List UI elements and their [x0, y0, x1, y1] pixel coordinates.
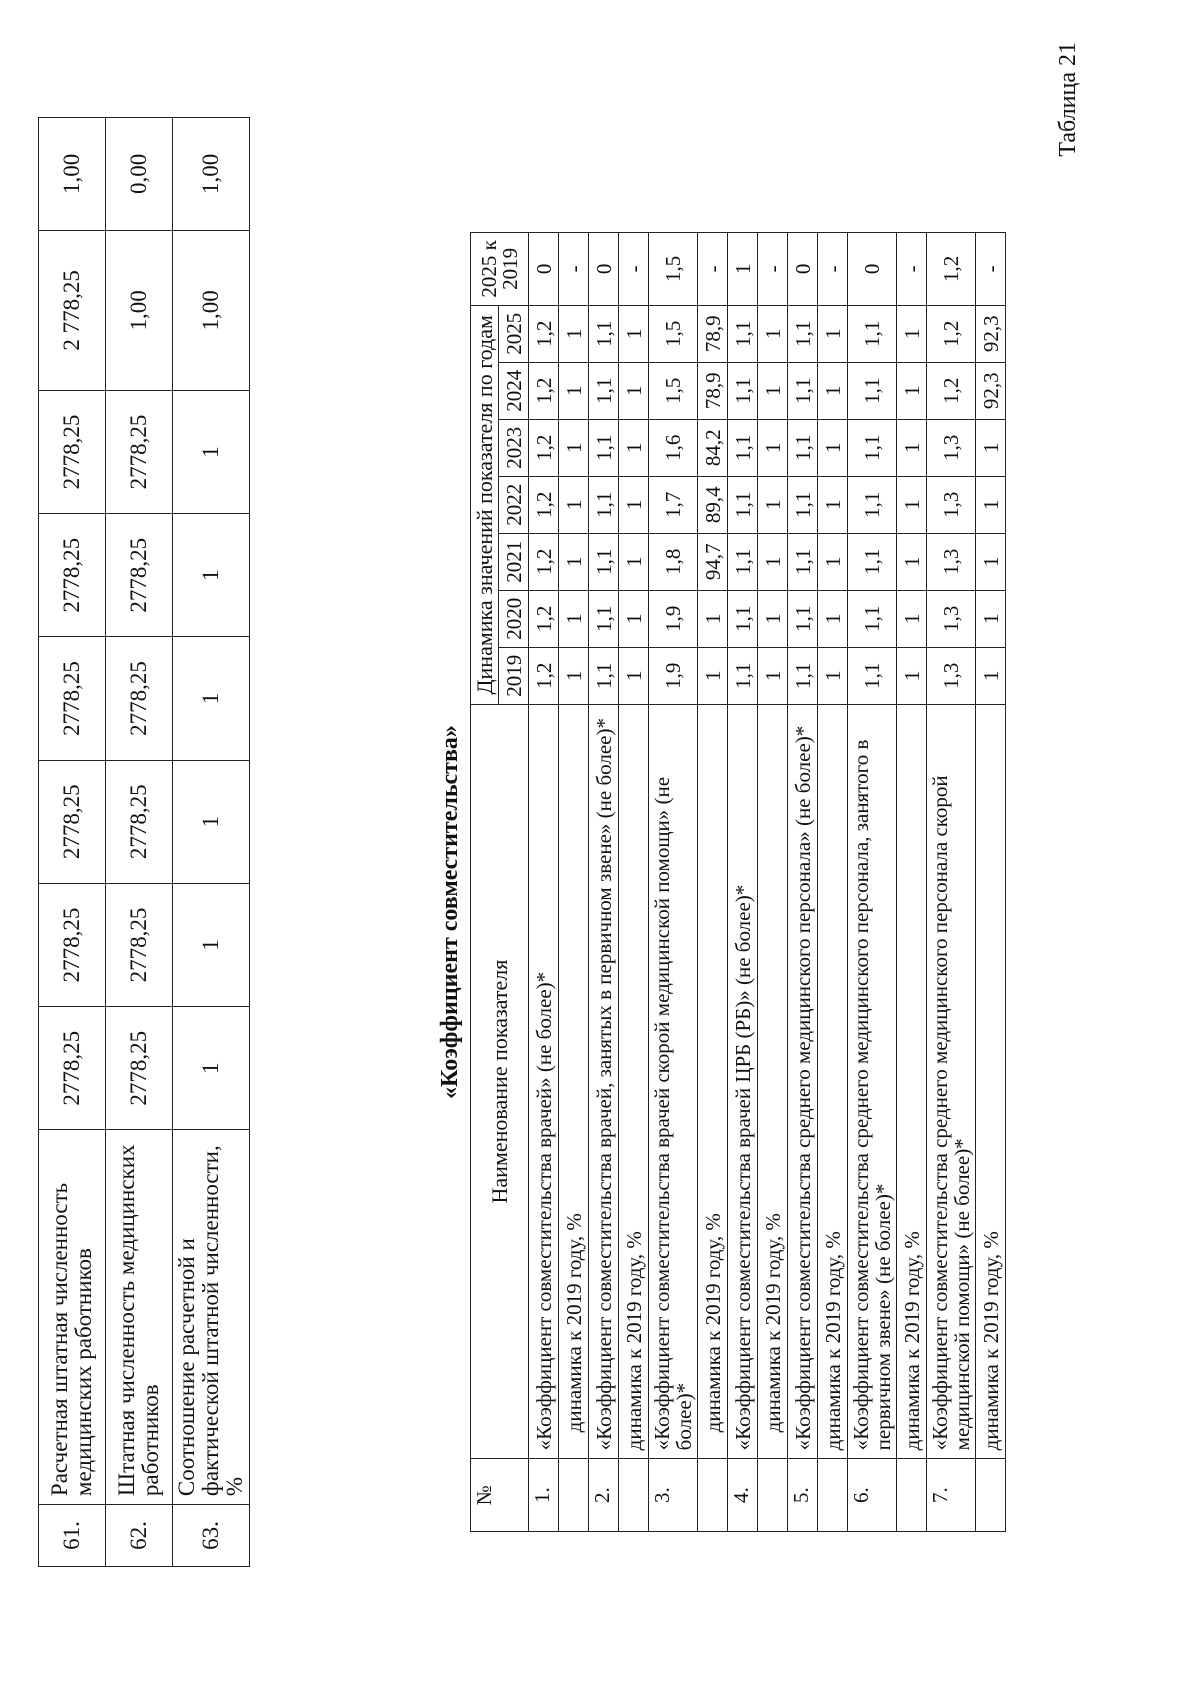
row-number: 1.	[529, 1459, 559, 1532]
row-value: 2778,25	[39, 1007, 106, 1130]
row-value: 1	[897, 305, 927, 362]
row-value: 1,1	[788, 533, 818, 590]
coefficient-table-header	[471, 233, 529, 1532]
row-value: 1	[818, 590, 848, 647]
row-number: 4.	[728, 1459, 758, 1532]
row-value: 1	[976, 419, 1006, 476]
header-year-group: Динамика значений показателя по годам	[471, 305, 499, 704]
row-value: 1	[619, 647, 649, 704]
row-value: 0	[589, 233, 619, 306]
row-value: 1,1	[728, 305, 758, 362]
row-name: «Коэффициент совместительства врачей, занятых в первичном звене» (не более)*	[589, 704, 619, 1459]
row-value: 1	[559, 419, 589, 476]
row-value: 1	[818, 533, 848, 590]
row-value: 1	[758, 476, 788, 533]
row-value: 1,2	[529, 533, 559, 590]
row-name: Штатная численность медицинских работников	[106, 1130, 173, 1505]
row-value: 2778,25	[39, 390, 106, 513]
table-row	[589, 233, 619, 1532]
row-value: 1,1	[728, 419, 758, 476]
header-name: Наименование показателя	[471, 704, 529, 1459]
table-row	[728, 233, 758, 1532]
row-value: 1	[173, 637, 250, 760]
row-value: 1,00	[173, 230, 250, 390]
row-value: 1	[758, 419, 788, 476]
row-name: динамика к 2019 году, %	[897, 704, 927, 1459]
header-year: 2019	[499, 647, 529, 704]
row-value: 1	[173, 390, 250, 513]
table-row	[619, 233, 649, 1532]
row-value: 2778,25	[39, 883, 106, 1006]
row-value: 1	[173, 883, 250, 1006]
row-value: 1	[818, 647, 848, 704]
row-value: 1,6	[649, 419, 698, 476]
row-name: Расчетная штатная численность медицинских работников	[39, 1130, 106, 1505]
header-year: 2024	[499, 362, 529, 419]
row-value: 1,1	[728, 476, 758, 533]
row-value: 78,9	[698, 305, 728, 362]
row-value: 1,1	[728, 647, 758, 704]
row-value: -	[897, 233, 927, 306]
row-value: 1,3	[927, 590, 976, 647]
row-value: 1,00	[173, 118, 250, 231]
row-value: 1,3	[927, 647, 976, 704]
row-value: 1	[619, 590, 649, 647]
header-year: 2021	[499, 533, 529, 590]
row-value: 1,2	[529, 590, 559, 647]
row-value: -	[976, 233, 1006, 306]
row-value: 1,2	[927, 233, 976, 306]
row-value: -	[559, 233, 589, 306]
row-value: 0	[788, 233, 818, 306]
row-value: 1,2	[529, 419, 559, 476]
row-value: 1	[559, 590, 589, 647]
row-number	[897, 1459, 927, 1532]
row-value: 1	[559, 647, 589, 704]
row-value: 2778,25	[106, 637, 173, 760]
row-value: 1,1	[788, 305, 818, 362]
row-value: 1,1	[589, 305, 619, 362]
row-value: 0	[529, 233, 559, 306]
row-value: 1,3	[927, 419, 976, 476]
row-value: 92,3	[976, 305, 1006, 362]
row-value: 1	[897, 362, 927, 419]
header-year: 2022	[499, 476, 529, 533]
row-value: 1	[758, 647, 788, 704]
row-value: 1	[559, 362, 589, 419]
row-name: Соотношение расчетной и фактической штатной численности, %	[173, 1130, 250, 1505]
row-value: 1,1	[589, 590, 619, 647]
row-value: 1,1	[788, 362, 818, 419]
row-value: 92,3	[976, 362, 1006, 419]
table-row	[173, 118, 250, 1567]
table-row	[758, 233, 788, 1532]
row-value: 1	[897, 647, 927, 704]
row-value: 2778,25	[39, 760, 106, 883]
row-value: 1,1	[589, 362, 619, 419]
row-value: -	[758, 233, 788, 306]
row-value: 78,9	[698, 362, 728, 419]
row-value: 1	[818, 305, 848, 362]
table-row	[848, 233, 897, 1532]
row-value: 1	[818, 419, 848, 476]
row-value: -	[619, 233, 649, 306]
row-value: 1	[559, 533, 589, 590]
row-value: 1,1	[589, 476, 619, 533]
row-value: 2778,25	[39, 514, 106, 637]
row-number: 3.	[649, 1459, 698, 1532]
table-row	[927, 233, 976, 1532]
coefficient-table	[470, 232, 1006, 1532]
row-number: 61.	[39, 1505, 106, 1567]
table-row	[897, 233, 927, 1532]
header-year: 2023	[499, 419, 529, 476]
row-value: 89,4	[698, 476, 728, 533]
row-value: 1,2	[529, 362, 559, 419]
row-value: 1	[698, 590, 728, 647]
row-value: 1	[976, 476, 1006, 533]
row-value: 1,1	[848, 305, 897, 362]
staffing-table	[38, 117, 250, 1567]
row-value: 1	[897, 419, 927, 476]
table-row	[818, 233, 848, 1532]
row-value: 1,2	[927, 362, 976, 419]
table-row	[788, 233, 818, 1532]
row-value: 1	[976, 647, 1006, 704]
table-row	[649, 233, 698, 1532]
row-value: 2778,25	[106, 514, 173, 637]
table-label: Таблица 21	[1055, 42, 1081, 157]
row-value: 1,1	[589, 647, 619, 704]
row-value: 1	[758, 362, 788, 419]
header-num: №	[471, 1459, 529, 1532]
row-number	[758, 1459, 788, 1532]
row-value: 1,1	[848, 590, 897, 647]
row-value: 1	[698, 647, 728, 704]
row-name: «Коэффициент совместительства врачей скорой медицинской помощи» (не более)*	[649, 704, 698, 1459]
row-value: 1	[758, 590, 788, 647]
table-title: «Коэффициент совместительства»	[437, 725, 463, 1099]
row-value: 1,3	[927, 476, 976, 533]
row-value: 1,9	[649, 647, 698, 704]
row-value: 1	[897, 533, 927, 590]
row-value: 94,7	[698, 533, 728, 590]
row-value: 1	[758, 533, 788, 590]
row-value: 1	[619, 305, 649, 362]
header-delta: 2025 к 2019	[471, 233, 529, 306]
row-value: 2 778,25	[39, 230, 106, 390]
header-year: 2025	[499, 305, 529, 362]
row-value: 1,1	[788, 476, 818, 533]
row-name: динамика к 2019 году, %	[976, 704, 1006, 1459]
row-value: 0,00	[106, 118, 173, 231]
row-number	[818, 1459, 848, 1532]
row-number: 62.	[106, 1505, 173, 1567]
row-value: 1	[976, 590, 1006, 647]
row-number	[619, 1459, 649, 1532]
row-value: 1	[897, 590, 927, 647]
table-row	[976, 233, 1006, 1532]
table-row	[559, 233, 589, 1532]
row-value: 1,00	[39, 118, 106, 231]
row-name: «Коэффициент совместительства среднего медицинского персонала, занятого в первичном звене» (не более)*	[848, 704, 897, 1459]
row-value: 1,1	[848, 419, 897, 476]
row-value: 1,1	[848, 476, 897, 533]
row-value: 1,1	[848, 647, 897, 704]
staffing-table-body	[39, 118, 250, 1567]
row-number: 63.	[173, 1505, 250, 1567]
row-name: динамика к 2019 году, %	[758, 704, 788, 1459]
row-value: 1	[173, 1007, 250, 1130]
row-number: 6.	[848, 1459, 897, 1532]
row-value: 0	[848, 233, 897, 306]
header-year: 2020	[499, 590, 529, 647]
row-value: 84,2	[698, 419, 728, 476]
row-name: «Коэффициент совместительства среднего медицинского персонала» (не более)*	[788, 704, 818, 1459]
row-number: 2.	[589, 1459, 619, 1532]
row-name: «Коэффициент совместительства врачей ЦРБ (РБ)» (не более)*	[728, 704, 758, 1459]
row-value: 1,2	[529, 476, 559, 533]
row-value: 1,1	[589, 419, 619, 476]
row-value: 1	[976, 533, 1006, 590]
row-value: 1,1	[848, 533, 897, 590]
row-name: динамика к 2019 году, %	[619, 704, 649, 1459]
row-number	[559, 1459, 589, 1532]
row-value: 1,5	[649, 305, 698, 362]
row-value: 1	[619, 476, 649, 533]
row-value: 1	[173, 514, 250, 637]
row-value: 1,1	[788, 590, 818, 647]
row-value: 1	[619, 362, 649, 419]
row-number	[698, 1459, 728, 1532]
row-value: 1	[619, 419, 649, 476]
row-value: 1	[818, 362, 848, 419]
table-row	[39, 118, 106, 1567]
row-value: 1,1	[589, 533, 619, 590]
row-value: 1	[559, 305, 589, 362]
row-value: -	[698, 233, 728, 306]
row-value: 1,00	[106, 230, 173, 390]
row-name: «Коэффициент совместительства среднего медицинского персонала скорой медицинской помощи» (не более)*	[927, 704, 976, 1459]
row-value: 2778,25	[106, 760, 173, 883]
row-value: 1,9	[649, 590, 698, 647]
row-value: -	[818, 233, 848, 306]
row-value: 1	[619, 533, 649, 590]
table-row	[529, 233, 559, 1532]
row-value: 2778,25	[106, 390, 173, 513]
row-value: 1,5	[649, 362, 698, 419]
coefficient-table-body	[529, 233, 1006, 1532]
table-row	[106, 118, 173, 1567]
row-value: 1	[758, 305, 788, 362]
row-name: динамика к 2019 году, %	[698, 704, 728, 1459]
row-value: 1,1	[788, 647, 818, 704]
row-value: 2778,25	[106, 1007, 173, 1130]
table-row	[698, 233, 728, 1532]
row-name: динамика к 2019 году, %	[559, 704, 589, 1459]
row-value: 2778,25	[106, 883, 173, 1006]
row-value: 1,1	[728, 590, 758, 647]
row-value: 1,2	[529, 647, 559, 704]
row-number	[976, 1459, 1006, 1532]
row-value: 1,1	[848, 362, 897, 419]
row-value: 1,8	[649, 533, 698, 590]
row-value: 2778,25	[39, 637, 106, 760]
row-value: 1	[173, 760, 250, 883]
row-name: «Коэффициент совместительства врачей» (не более)*	[529, 704, 559, 1459]
row-value: 1	[728, 233, 758, 306]
row-value: 1	[897, 476, 927, 533]
row-value: 1,2	[927, 305, 976, 362]
row-value: 1,7	[649, 476, 698, 533]
row-number: 5.	[788, 1459, 818, 1532]
row-value: 1,1	[728, 362, 758, 419]
row-name: динамика к 2019 году, %	[818, 704, 848, 1459]
row-value: 1,2	[529, 305, 559, 362]
row-value: 1,5	[649, 233, 698, 306]
row-value: 1,1	[728, 533, 758, 590]
row-value: 1,3	[927, 533, 976, 590]
row-value: 1	[818, 476, 848, 533]
row-value: 1,1	[788, 419, 818, 476]
row-number: 7.	[927, 1459, 976, 1532]
row-value: 1	[559, 476, 589, 533]
